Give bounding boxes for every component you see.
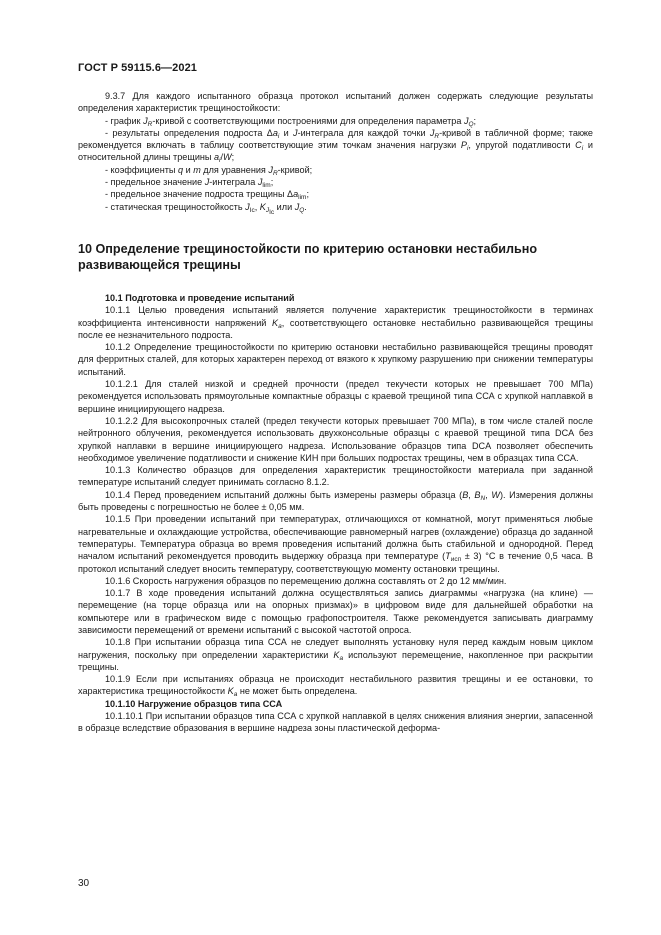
clause-9-3-7 bbox=[78, 90, 593, 216]
list-item: - коэффициенты q и m для уравнения $J_R$-кривой; bbox=[105, 164, 313, 177]
clause-9-3-7-intro: 9.3.7 Для каждого испытанного образца протокол испытаний должен содержать следующие результаты определения характеристик трещиностойкости: bbox=[78, 91, 593, 114]
standard-id: ГОСТ Р 59115.6—2021 bbox=[78, 62, 198, 74]
paragraph: 10.1.9 Если при испытаниях образца не происходит нестабильного развития трещины и ее остановки, то характеристика трещиностойкости $K_a$ не может быть определена. bbox=[78, 674, 593, 699]
paragraph: 10.1.2 Определение трещиностойкости по критерию остановки нестабильно развивающейся трещины проводят для ферритных сталей, для которых характерен переход от вязкого к хрупкому разрушению при снижении температуры испытаний. bbox=[78, 342, 593, 377]
section-10-title: 10 Определение трещиностойкости по критерию остановки нестабильно развивающейся трещины bbox=[78, 241, 538, 272]
list-item: - график $J_R$-кривой с соответствующими построениями для определения параметра $J_Q$; bbox=[105, 115, 477, 128]
paragraph: 10.1.2.2 Для высокопрочных сталей (предел текучести которых превышает 700 МПа), в том числе сталей после нейтронного облучения, рекомендуется использовать двухконсольные образцы с краевой трещиной типа DCA без хрупкой наплавки в вершине инициирующего надреза. Использование образцов типа DCA позволяет обеспечить необходимое увеличение податливости и снижение КИН при больших подростах трещины, чем в образцах типа ССА. bbox=[78, 415, 593, 463]
page-number: 30 bbox=[78, 878, 90, 889]
paragraph: 10.1.4 Перед проведением испытаний должны быть измерены размеры образца (B, $B_N$, W). Измерения должны быть проведены с погрешностью не более ± 0,05 мм. bbox=[78, 489, 593, 513]
document-header bbox=[78, 62, 197, 74]
paragraph: 10.1.7 В ходе проведения испытаний должна осуществляться запись диаграммы «нагрузка (на клине) — перемещение (на торце образца или на опорных призмах)» в цифровом виде для дальнейшей обработки на компьютере или в графическом виде с помощью графопостроителя. Также рекомендуется записывать диаграмму зависимости перемещений от времени испытаний с высокой частотой опроса. bbox=[78, 588, 593, 635]
list-item: - статическая трещиностойкость $J_{Ic}$, $K_{J_{Ic}}$ или $J_Q$. bbox=[105, 201, 307, 216]
paragraph: 10.1.6 Скорость нагружения образцов по перемещению должна составлять от 2 до 12 мм/мин. bbox=[105, 575, 507, 586]
results-list bbox=[78, 115, 593, 216]
list-item: - предельное значение J-интеграла $J_{lim}$; bbox=[105, 177, 274, 190]
clause-10-1-10-heading: 10.1.10 Нагружение образцов типа ССА bbox=[105, 698, 283, 709]
paragraph: 10.1.10.1 При испытании образцов типа ССА с хрупкой наплавкой в целях снижения влияния энергии, запасенной в образце вследствие образования в вершине надреза зоны пластической деформа- bbox=[78, 711, 593, 734]
paragraph: 10.1.1 Целью проведения испытаний является получение характеристик трещиностойкости в терминах коэффициента интенсивности напряжений $K_a$, соответствующего остановке нестабильно развивающейся трещины после ее незначительного подроста. bbox=[78, 305, 593, 340]
paragraph: 10.1.5 При проведении испытаний при температурах, отличающихся от комнатной, могут применяться любые нагревательные и охлаждающие устройства, обеспечивающие равномерный нагрев (охлаждение) образца до заданной температуры. Температура образца во время проведения испытаний должна быть стабильной и однородной. Перед началом испытаний рекомендуется проводить выдержку образца при температуре $(T_{исп} \pm 3)$ °С в течение 0,5 часа. В протокол испытаний следует вносить температуру, соответствующую моменту остановки трещины. bbox=[78, 514, 594, 574]
page-content bbox=[78, 90, 593, 735]
paragraph: 10.1.3 Количество образцов для определения характеристик трещиностойкости материала при заданной температуре испытаний следует принимать согласно 8.1.2. bbox=[78, 465, 593, 488]
paragraph: 10.1.8 При испытании образца типа ССА не следует выполнять установку нуля перед каждым новым циклом нагружения, поскольку при определении характеристики $K_a$ используют перемещение, накопленное при раскрытии трещины. bbox=[78, 637, 593, 672]
list-item: - результаты определения подроста $\Delta a_i$ и J-интеграла для каждой точки $J_R$-кривой в табличной форме; также рекомендуется включать в таблицу соответствующие этим точкам значения нагрузки $P_i$, упругой податливости $C_i$ и относительной длины трещины $a_i/W$; bbox=[78, 127, 593, 165]
subsection-10-1-title: 10.1 Подготовка и проведение испытаний bbox=[105, 292, 295, 303]
paragraph: 10.1.2.1 Для сталей низкой и средней прочности (предел текучести которых не превышает 700 МПа) рекомендуется использовать прямоугольные компактные образцы с краевой трещиной типа ССА с хрупкой наплавкой в вершине инициирующего надреза. bbox=[78, 379, 593, 414]
list-item: - предельное значение подроста трещины $\Delta a_{lim}$; bbox=[105, 189, 310, 202]
